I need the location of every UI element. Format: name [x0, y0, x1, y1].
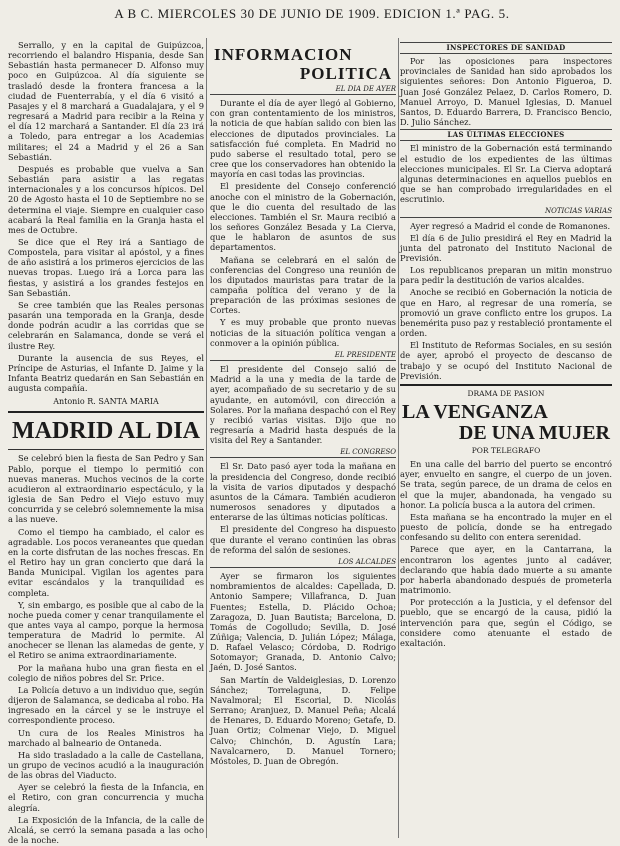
section-subheading: EL DIA DE AYER: [210, 84, 396, 95]
paragraph: El Instituto de Reformas Sociales, en su sesión de ayer, aprobó el proyecto de descanso de trabajo y se ocupó del Instituto Nacional de Previsión.: [400, 340, 612, 381]
section-subheading: LOS ALCALDES: [210, 557, 396, 568]
paragraph: Un cura de los Reales Ministros ha marchado al balneario de Ontaneda.: [8, 727, 204, 748]
paragraph: Durante la ausencia de sus Reyes, el Príncipe de Asturias, el Infante D. Jaime y la Infanta Beatriz quedarán en San Sebastián en augusta compañía.: [8, 352, 204, 394]
paragraph: Por la mañana hubo una gran fiesta en el colegio de niños pobres del Sr. Price.: [8, 662, 204, 683]
paragraph: Ayer regresó a Madrid el conde de Romanones.: [410, 220, 611, 231]
paragraph: Serrallo, y en la capital de Guipúzcoa, recorriendo el balandro Hispania, desde San Sebastián hasta permanecer D. Alfonso muy poco en Guipúzcoa. Al día siguiente se trasladó desde la frontera francesa a la ciudad de Fuenterrabía, y el día 6 visitó a Pasajes y el 8 marchará a Guadalajara, y el 9 regresará a Madrid para recibir a la Reina y el día 12 marchará a Santander. El día 23 irá a Toledo, para entregar a los Academias militares; el 24 a Madrid y el 26 a San Sebastián.: [8, 40, 204, 162]
paragraph: Se dice que el Rey irá a Santiago de Compostela, para visitar al apóstol, y a fines de año asistirá a los primeros ejercicios de las nuevas tropas. Luego irá a Lorca para las fiestas, y asistirá a los grandes festejos en San Sebastián.: [8, 236, 204, 298]
paragraph: San Martín de Valdeiglesias, D. Lorenzo Sánchez; Torrelaguna, D. Felipe Navalmoral; El Escorial, D. Nicolás Serrano; Aranjuez, D. Manuel Peña; Alcalá de Henares, D. Eduardo Moreno; Getafe, D. Juan Ortiz; Colmenar Viejo, D. Miguel Calvo; Chinchón, D. Agustín Lara; Navalcarnero, D. Manuel Tornero; Móstoles, D. Juan de Obregón.: [210, 674, 396, 766]
paragraph: Durante el día de ayer llegó al Gobierno, con gran contentamiento de los ministros, la noticia de que habían salido con bien las elecciones de diputados provinciales. La satisfacción fué completa. En Madrid no pudo saberse el resultado total, pero se cree que los conservadores han obtenido la mayoría en casi todas las provincias.: [210, 98, 396, 180]
paragraph: Ayer se celebró la fiesta de la Infancia, en el Retiro, con gran concurrencia y mucha alegría.: [8, 782, 204, 813]
divider: [400, 384, 612, 386]
paragraph: El ministro de la Gobernación está terminando el estudio de los expedientes de las últimas elecciones municipales. El Sr. La Cierva adoptará algunas determinaciones en aquellos pueblos en que se han comprobado irregularidades en el escrutinio.: [400, 143, 612, 205]
paragraph: El presidente del Congreso ha dispuesto que durante el verano continúen las obras de reforma del salón de sesiones.: [210, 524, 396, 555]
paragraph: El día 6 de Julio presidirá el Rey en Madrid la junta del patronato del Instituto Nacional de Previsión.: [400, 232, 612, 263]
paragraph: Y, sin embargo, es posible que al cabo de la noche pueda comer y cenar tranquilamente el que antes vaya al campo, porque la hermosa temperatura de Madrid lo permite. Al anochecer se llenan las alamedas de gente, y el Retiro se anima extraordinariamente.: [8, 599, 204, 661]
mujer-title: DE UNA MUJER: [458, 422, 610, 444]
paragraph: En una calle del barrio del puerto se encontró ayer, envuelto en sangre, el cuerpo de un joven. Se trata, según parece, de un drama de celos en el que la mujer, abandonada, ha vengado su honor. La policía busca a la autora del crimen.: [400, 459, 612, 510]
column-1: [8, 40, 204, 846]
column-divider-2: [398, 38, 399, 838]
paragraph: Por protección a la Justicia, y el defensor del pueblo, que se encargó de la causa, pidió la intervención para que, según el Código, se considere como atenuante el estado de exaltación.: [400, 597, 612, 648]
paragraph: Como el tiempo ha cambiado, el calor es agradable. Los pocos veraneantes que quedan en la corte disfrutan de las noches frescas. En el Retiro hay un gran concierto que dará la Banda Municipal. Vigilan los agentes para evitar escándalos y la tranquilidad es completa.: [8, 526, 204, 598]
section-subheading: EL PRESIDENTE: [210, 350, 396, 361]
paragraph: El presidente del Consejo salió de Madrid a la una y media de la tarde de ayer, acompañado de su secretario y de su ayudante, en automóvil, con dirección a Solares. Por la mañana despachó con el Rey y recibió varias visitas. Dijo que no regresaría a Madrid hasta después de la visita del Rey a Santander.: [210, 364, 396, 446]
paragraph: El Sr. Dato pasó ayer toda la mañana en la presidencia del Congreso, donde recibió la visita de varios diputados y despachó asuntos de la Cámara. También acudieron numerosos senadores y diputados a enterarse de las últimas noticias políticas.: [210, 461, 396, 523]
informacion-title: INFORMACION: [214, 45, 353, 64]
section-subheading: NOTICIAS VARIAS: [400, 206, 612, 217]
paragraph: Anoche se recibió en Gobernación la noticia de que en Haro, al regresar de una romería, se promovió un grave conflicto entre los grupos. La benemérita puso paz y restableció prontamente el orden.: [400, 287, 612, 339]
divider: [8, 411, 204, 413]
paragraph: Y es muy probable que pronto nuevas noticias de la situación política vengan a conmover a la opinión pública.: [210, 317, 396, 348]
paragraph: Después es probable que vuelva a San Sebastián para asistir a las regatas internacionales y a los concursos hípicos. Del 20 de Agosto hasta el 10 de Septiembre no se determina el viaje. Siempre en cualquier caso acabará la Real familia en la Granja hasta el mes de Octubre.: [8, 163, 204, 235]
madrid-al-dia-title: MADRID AL DIA: [11, 418, 200, 445]
paragraph: Ha sido trasladado a la calle de Castellana, un grupo de vecinos acudió a la inauguración de las obras del Viaducto.: [8, 749, 204, 781]
paragraph: Los republicanos preparan un mitin monstruo para pedir la destitución de varios alcaldes.: [400, 265, 612, 286]
signature: Antonio R. SANTA MARIA: [53, 397, 159, 407]
paragraph: Mañana se celebrará en el salón de conferencias del Congreso una reunión de los diputados mauristas para tratar de la campaña política del verano y de la preparación de las próximas sesiones de Cortes.: [210, 254, 396, 316]
drama-subheading: DRAMA DE PASION: [467, 388, 545, 398]
paragraph: La Policía detuvo a un individuo que, según dijeron de Salamanca, se dedicaba al robo. Ha ingresado en la cárcel y se le instruye el correspondiente proceso.: [8, 684, 204, 726]
paragraph: Se celebró bien la fiesta de San Pedro y San Pablo, porque el tiempo lo permitió con nuevas maneras. Muchos vecinos de la corte acudieron al extraordinario espectáculo, y la iglesia de San Pedro el Viejo estuvo muy concurrida y se celebró solemnemente la misa a las nueve.: [8, 453, 204, 525]
paragraph: Se cree también que las Reales personas pasarán una temporada en la Granja, desde donde podrán acudir a las corridas que se celebrarán en Salamanca, donde se verá el ilustre Rey.: [8, 299, 204, 351]
paragraph: Por las oposiciones para inspectores provinciales de Sanidad han sido aprobados los siguientes señores: Don Antonio Figueroa, D. Juan José González Pelaez, D. Carlos Romero, D. Manuel Arroyo, D. Manuel Iglesias, D. Manuel Santos, D. Eduardo Barrera, D. Francisco Bencio, D. Julio Sánchez.: [400, 56, 612, 128]
paragraph: Parece que ayer, en la Cantarrana, la encontraron los agentes junto al cadáver, declarando que había dado muerte a su amante por haberla abandonado después de prometerla matrimonio.: [400, 544, 612, 596]
paragraph: El presidente del Consejo conferenció anoche con el ministro de la Gobernación, que le dio cuenta del resultado de las elecciones. También el Sr. Maura recibió a los señores González Besada y La Cierva, que le hablaron de asuntos de sus departamentos.: [210, 181, 396, 253]
paragraph: Ayer se firmaron los siguientes nombramientos de alcaldes: Capellada, D. Antonio Sampere; Villafranca, D. Juan Fuentes; Estella, D. Plácido Ochoa; Zaragoza, D. Juan Bautista; Barcelona, D. Tomás de Cogolludo; Sevilla, D. José Zúñiga; Valencia, D. Julián López; Málaga, D. Rafael Velasco; Córdoba, D. Rodrigo Sotomayor; Granada, D. Antonio Calvo; Jaén, D. José Santos.: [210, 571, 396, 673]
column-divider-1: [206, 38, 207, 838]
paragraph: Esta mañana se ha encontrado la mujer en el puesto de policía, donde se ha entregado confesando su delito con entera serenidad.: [400, 511, 612, 543]
telegrafo-subheading: POR TELEGRAFO: [471, 446, 541, 455]
paragraph: La Exposición de la Infancia, de la calle de Alcalá, se cerró la semana pasada a las ocho de la noche.: [8, 814, 204, 846]
column-3: [400, 40, 612, 840]
page-header: A B C. MIERCOLES 30 DE JUNIO DE 1909. EDICION 1.ª PAG. 5.: [114, 6, 510, 21]
section-subheading: INSPECTORES DE SANIDAD: [400, 42, 612, 54]
column-2: [210, 40, 396, 840]
divider: [8, 449, 204, 450]
section-subheading: EL CONGRESO: [210, 447, 396, 458]
politica-title: POLITICA: [299, 64, 392, 83]
venganza-title: LA VENGANZA: [402, 401, 548, 423]
section-subheading: LAS ÚLTIMAS ELECCIONES: [400, 129, 612, 141]
